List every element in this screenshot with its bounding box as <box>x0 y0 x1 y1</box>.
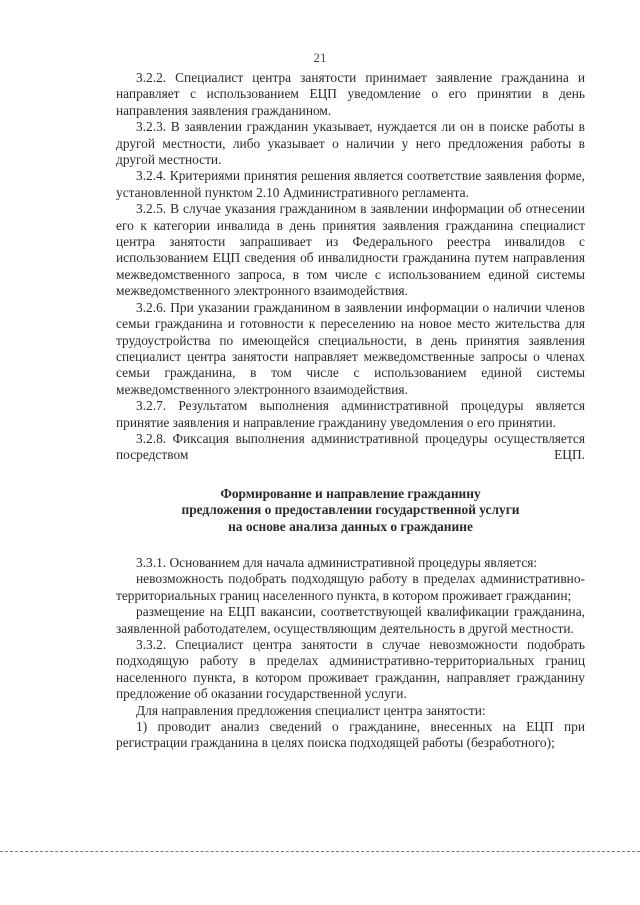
paragraph-3-3-1: 3.3.1. Основанием для начала административной процедуры является: <box>136 554 538 570</box>
paragraph-3-2-3: 3.2.3. В заявлении гражданин указывает, нуждается ли он в поиске работы в другой местности, либо указывает о наличии у него предложения работы в другой местности. <box>116 119 585 168</box>
section-heading <box>116 486 585 535</box>
paragraph-3-2-5: 3.2.5. В случае указания гражданином в заявлении информации об отнесении его к категории инвалида в день принятия заявления гражданина специалист центра занятости запрашивает из Федерального реестра инвалидов с использованием ЕЦП сведения об инвалидности гражданина путем направления межведомственного запроса, в том числе с использованием единой системы межведомственного электронного взаимодействия. <box>116 201 585 299</box>
paragraph-3-2-6: 3.2.6. При указании гражданином в заявлении информации о наличии членов семьи гражданина и готовности к переселению на новое место жительства для трудоустройства по имеющейся специальности, в день принятия заявления специалист центра занятости направляет межведомственные запросы о членах семьи гражданина, в том числе с использованием единой системы межведомственного электронного взаимодействия. <box>116 299 585 397</box>
paragraph-for-sending: Для направления предложения специалист центра занятости: <box>136 702 486 718</box>
scan-edge-line <box>0 851 640 852</box>
paragraph-3-2-8: 3.2.8. Фиксация выполнения административной процедуры осуществляется посредством ЕЦП. <box>116 430 585 463</box>
paragraph-3-2-4: 3.2.4. Критериями принятия решения является соответствие заявления форме, установленной пунктом 2.10 Административного регламента. <box>116 168 585 200</box>
paragraph-3-2-2: 3.2.2. Специалист центра занятости принимает заявление гражданина и направляет с использованием ЕЦП уведомление о его принятии в день направления заявления гражданином. <box>116 70 585 118</box>
heading-line-1: Формирование и направление гражданину <box>220 485 481 501</box>
heading-line-3: на основе анализа данных о гражданине <box>228 518 473 534</box>
paragraph-basis-2: размещение на ЕЦП вакансии, соответствующей квалификации гражданина, заявленной работодателем, осуществляющим деятельность в другой местности. <box>116 604 585 636</box>
heading-line-2: предложения о предоставлении государственной услуги <box>181 502 520 518</box>
paragraph-3-2-7: 3.2.7. Результатом выполнения административной процедуры является принятие заявления и направление гражданину уведомления о его принятии. <box>116 398 585 430</box>
paragraph-basis-1: невозможность подобрать подходящую работу в пределах административно-территориальных границ населенного пункта, в котором проживает гражданин; <box>116 571 585 603</box>
paragraph-3-3-2: 3.3.2. Специалист центра занятости в случае невозможности подобрать подходящую работу в пределах административно-территориальных границ населенного пункта, в котором проживает гражданин, направляет гражданину предложение об оказании государственной услуги. <box>116 637 585 702</box>
page-number: 21 <box>313 50 327 65</box>
paragraph-item-1: 1) проводит анализ сведений о гражданине, внесенных на ЕЦП при регистрации гражданина в целях поиска подходящей работы (безработного); <box>116 719 585 751</box>
document-body <box>116 70 585 752</box>
